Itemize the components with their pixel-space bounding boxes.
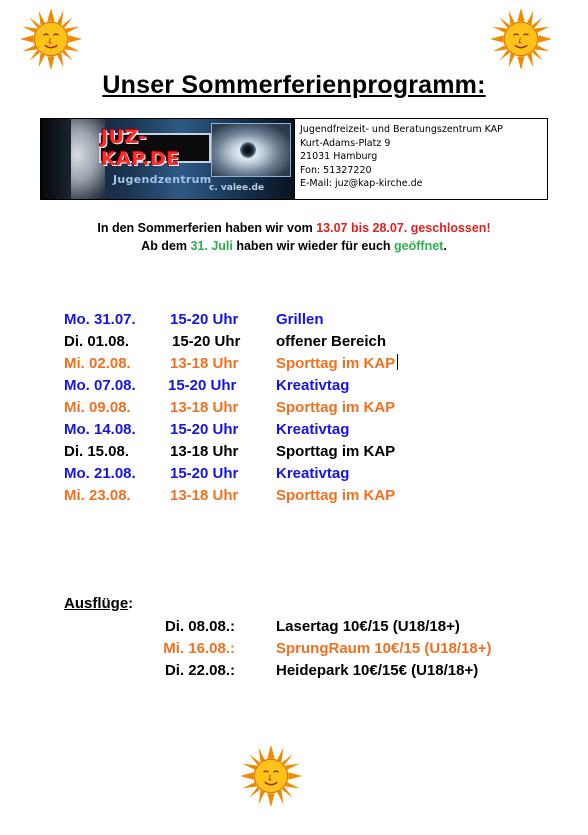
schedule-time: 15-20 Uhr [170,465,239,482]
trips-list [0,616,588,682]
schedule-date: Mi. 09.08. [64,399,131,416]
schedule-time: 13-18 Uhr [170,443,239,460]
schedule-row [0,463,588,485]
address-line: Jugendfreizeit- und Beratungszentrum KAP [300,124,503,135]
notice-text: . [443,239,447,253]
banner-eye-image [211,123,291,177]
schedule-row [0,419,588,441]
schedule-activity: Sporttag im KAP [276,399,396,416]
address-line: Kurt-Adams-Platz 9 [300,137,391,149]
schedule-time: 15-20 Uhr [170,311,239,328]
trips-heading [64,595,133,612]
text-cursor [397,354,398,370]
schedule-row [0,441,588,463]
schedule-time: 13-18 Uhr [170,399,239,416]
trips-heading-colon: : [128,595,134,612]
logo-banner [41,119,295,199]
trips-heading-text: Ausflüge [64,595,129,612]
schedule-activity: Kreativtag [276,465,350,482]
schedule-activity: Sporttag im KAP [276,487,396,504]
notice-line-2 [0,237,588,255]
logo-credit: c. valee.de [209,183,265,193]
notice-text: Ab dem [141,239,191,253]
trip-row [0,638,588,660]
page-title: Unser Sommerferienprogramm: [102,71,486,99]
schedule-date: Mi. 23.08. [64,487,131,504]
sun-icon [240,745,302,807]
logo-subtext: Jugendzentrum [113,173,212,186]
schedule-time: 13-18 Uhr [170,487,239,504]
schedule-date: Mo. 14.08. [64,421,136,438]
notice-open-date: 31. Juli [190,239,233,253]
address-line: E-Mail: juz@kap-kirche.de [300,178,423,190]
trip-activity: Heidepark 10€/15€ (U18/18+) [276,662,479,679]
closure-notice [0,219,588,255]
schedule-time: 15-20 Uhr [170,421,239,438]
notice-line-1 [0,219,588,237]
logo [99,126,211,170]
trip-activity: SprungRaum 10€/15 (U18/18+) [276,640,492,657]
schedule-row [0,331,588,353]
schedule-date: Di. 01.08. [64,333,130,350]
schedule-activity-text: Sporttag im KAP [276,355,396,372]
schedule-activity: Kreativtag [276,421,350,438]
trip-date: Di. 22.08.: [164,662,235,679]
sun-icon [490,8,552,70]
schedule-row [0,309,588,331]
schedule-date: Mi. 02.08. [64,355,131,372]
schedule-activity [276,353,398,375]
logo-text: JUZ-KAP.DE [101,126,180,170]
trip-date: Mi. 16.08.: [163,640,235,657]
address-line: 21031 Hamburg [300,151,378,163]
header-box [40,118,548,200]
notice-text: In den Sommerferien haben wir vom [97,221,317,235]
banner-hair-image [41,119,71,199]
schedule-activity: offener Bereich [276,333,387,350]
schedule-date: Mo. 21.08. [64,465,136,482]
schedule-list [0,309,588,507]
schedule-activity: Grillen [276,311,324,328]
address-block [295,119,503,199]
notice-text: haben wir wieder für euch [232,239,395,253]
schedule-time: 13-18 Uhr [170,355,239,372]
schedule-time: 15-20 Uhr [168,377,237,394]
notice-open-word: geöffnet [394,239,444,253]
trip-row [0,616,588,638]
schedule-date: Mo. 31.07. [64,311,136,328]
schedule-time: 15-20 Uhr [172,333,241,350]
schedule-row [0,375,588,397]
schedule-date: Mo. 07.08. [64,377,136,394]
sun-icon [20,8,82,70]
trip-activity: Lasertag 10€/15 (U18/18+) [276,618,460,635]
schedule-row [0,397,588,419]
trip-row [0,660,588,682]
schedule-row [0,485,588,507]
schedule-activity: Sporttag im KAP [276,443,396,460]
trip-date: Di. 08.08.: [164,618,235,635]
address-line: Fon: 51327220 [300,164,372,176]
schedule-row [0,353,588,375]
schedule-date: Di. 15.08. [64,443,130,460]
notice-closed-dates: 13.07 bis 28.07. geschlossen! [316,221,491,235]
schedule-activity: Kreativtag [276,377,350,394]
